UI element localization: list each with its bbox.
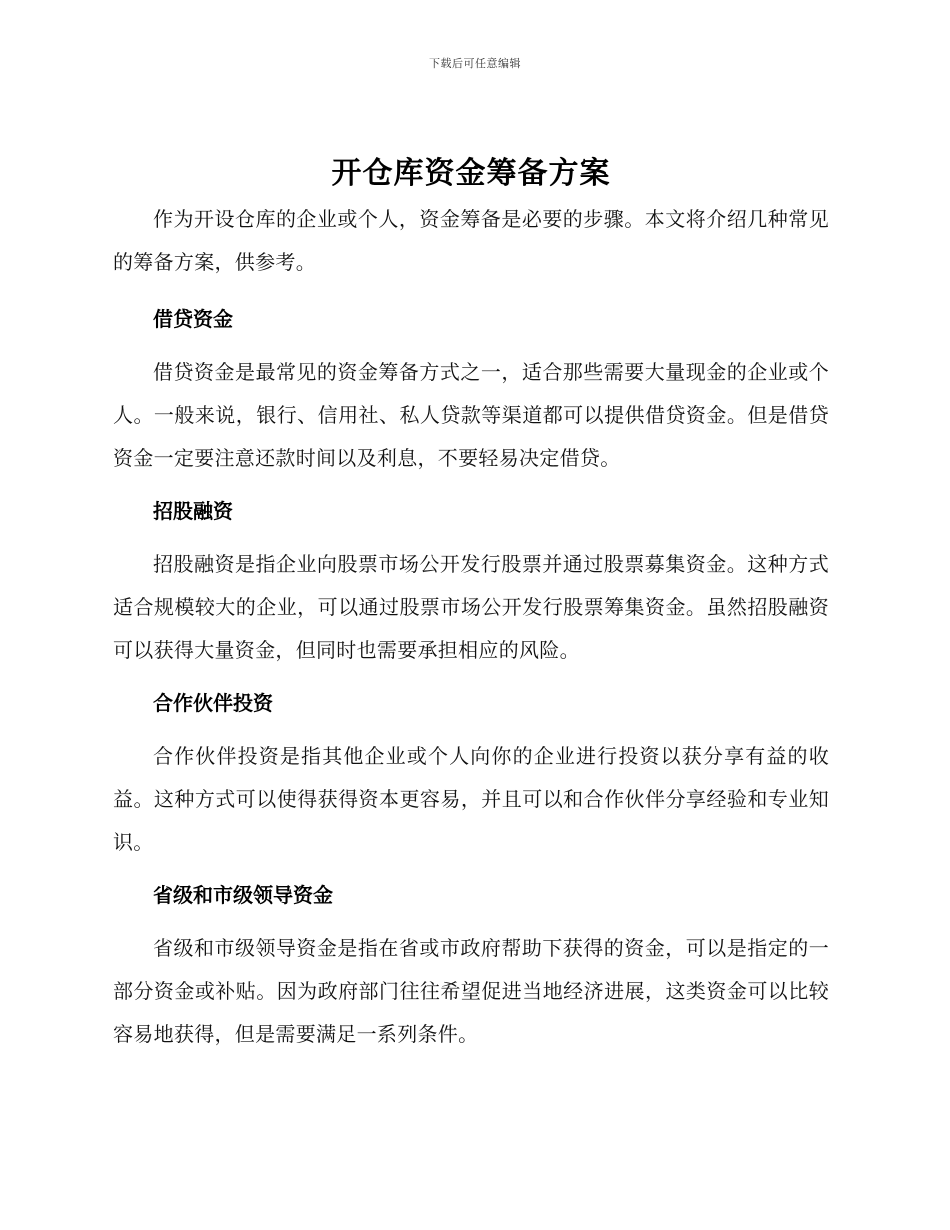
section-heading-partner: 合作伙伴投资 — [153, 691, 273, 715]
section-body-loan: 借贷资金是最常见的资金筹备方式之一，适合那些需要大量现金的企业或个人。一般来说，银行、信用社、私人贷款等渠道都可以提供借贷资金。但是借贷资金一定要注意还款时间以及利息，不要轻易决定借贷。 — [113, 360, 829, 470]
page-header-note: 下载后可任意编辑 — [429, 57, 521, 70]
section-heading-equity: 招股融资 — [153, 499, 233, 523]
intro-paragraph: 作为开设仓库的企业或个人，资金筹备是必要的步骤。本文将介绍几种常见的筹备方案，供参考。 — [113, 207, 829, 274]
section-body-partner: 合作伙伴投资是指其他企业或个人向你的企业进行投资以获分享有益的收益。这种方式可以使得获得资本更容易，并且可以和合作伙伴分享经验和专业知识。 — [113, 744, 829, 854]
section-body-equity: 招股融资是指企业向股票市场公开发行股票并通过股票募集资金。这种方式适合规模较大的企业，可以通过股票市场公开发行股票筹集资金。虽然招股融资可以获得大量资金，但同时也需要承担相应的风险。 — [113, 552, 829, 662]
section-heading-government: 省级和市级领导资金 — [153, 883, 333, 907]
document-title: 开仓库资金筹备方案 — [331, 156, 611, 191]
document-body — [113, 152, 829, 1056]
section-heading-loan: 借贷资金 — [153, 307, 233, 331]
section-body-government: 省级和市级领导资金是指在省或市政府帮助下获得的资金，可以是指定的一部分资金或补贴。因为政府部门往往希望促进当地经济进展，这类资金可以比较容易地获得，但是需要满足一系列条件。 — [113, 936, 829, 1046]
